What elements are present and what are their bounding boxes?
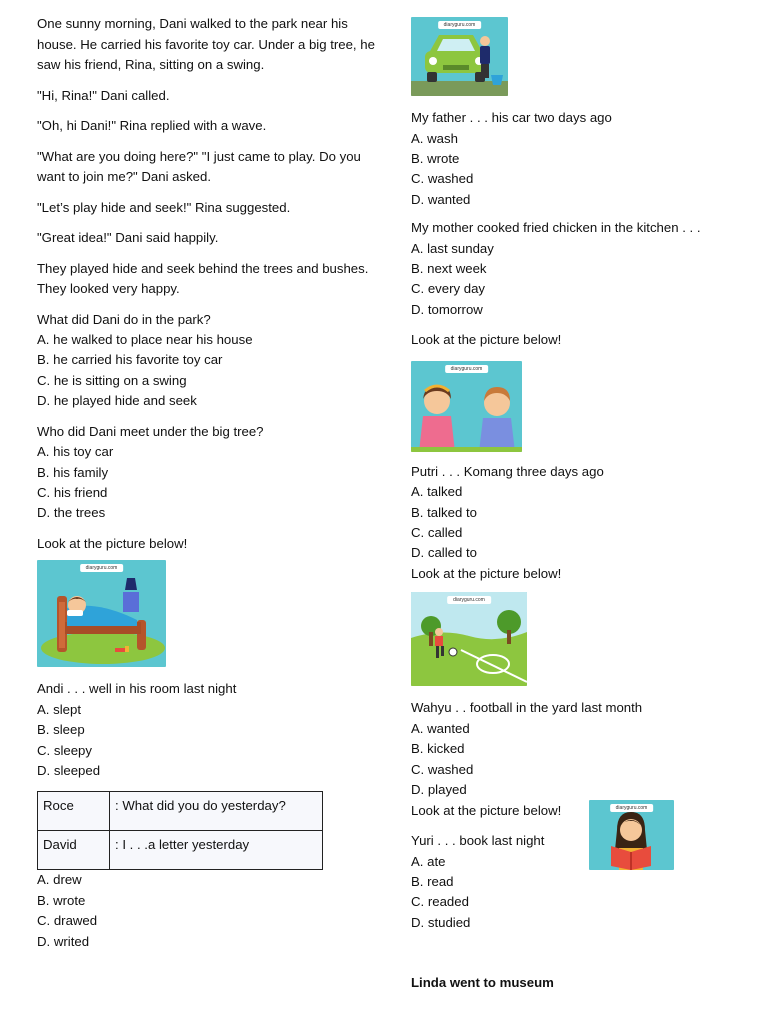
right-column [411, 17, 741, 994]
watermark: diaryguru.com [447, 596, 491, 604]
answer-option: D. he played hide and seek [37, 393, 197, 409]
watermark: diaryguru.com [445, 365, 489, 373]
story-paragraph: They played hide and seek behind the trees and bushes. They looked very happy. [37, 260, 369, 296]
answer-option: A. slept [37, 701, 81, 717]
watermark: diaryguru.com [80, 564, 124, 572]
football-field-picture [411, 592, 527, 686]
two-kids-illustration [411, 361, 522, 452]
look-prompt: Look at the picture below! [411, 332, 562, 348]
look-prompt: Look at the picture below! [411, 565, 562, 581]
sleeping-boy-picture [37, 560, 166, 667]
answer-option: A. drew [37, 872, 82, 888]
answer-option: C. he is sitting on a swing [37, 372, 187, 388]
answer-option: B. wrote [37, 892, 86, 908]
answer-option: C. washed [411, 171, 474, 187]
question-block [411, 108, 741, 210]
answer-option: D. called to [411, 545, 477, 561]
answer-option: D. tomorrow [411, 301, 483, 317]
answer-option: B. talked to [411, 504, 477, 520]
answer-option: B. next week [411, 261, 487, 277]
question-block [411, 462, 741, 564]
girl-reading-picture [589, 800, 674, 870]
question-block [37, 422, 382, 524]
watermark: diaryguru.com [438, 21, 482, 29]
story-paragraph: "Let’s play hide and seek!" Rina suggested. [37, 199, 291, 215]
left-column [37, 14, 382, 952]
car-washing-picture [411, 17, 508, 96]
section-title: Linda went to museum [411, 975, 554, 991]
story-paragraph: One sunny morning, Dani walked to the park near his house. He carried his favorite toy car. Under a big tree, he saw his friend, Rina, sitting on a swing. [37, 16, 375, 72]
answer-option: A. his toy car [37, 444, 114, 460]
answer-option: C. readed [411, 894, 469, 910]
table-row [38, 831, 323, 870]
answer-option: B. read [411, 873, 454, 889]
answer-option: A. he walked to place near his house [37, 332, 253, 347]
story-paragraph: "What are you doing here?" "I just came to play. Do you want to join me?" Dani asked. [37, 148, 361, 184]
answer-option: C. sleepy [37, 742, 92, 758]
answer-option: B. his family [37, 464, 109, 480]
question-text: Yuri . . . book last night [411, 833, 545, 848]
answer-option: A. wash [411, 130, 458, 146]
story-paragraph: "Hi, Rina!" Dani called. [37, 87, 170, 103]
answer-option: C. washed [411, 761, 474, 777]
question-text: My mother cooked fried chicken in the kitchen . . . [411, 220, 701, 236]
answer-option: B. kicked [411, 741, 465, 757]
answer-option: A. ate [411, 853, 446, 869]
question-block [411, 218, 741, 320]
answer-option: C. drawed [37, 913, 98, 929]
speaker-name: Roce [38, 792, 110, 831]
answer-option: C. his friend [37, 484, 108, 500]
answer-option: C. every day [411, 281, 486, 297]
question-text: Andi . . . well in his room last night [37, 681, 237, 697]
speaker-name: David [38, 831, 110, 870]
question-block [411, 698, 741, 800]
story-paragraph: "Great idea!" Dani said happily. [37, 230, 219, 245]
answer-option: B. wrote [411, 150, 460, 166]
question-text: What did Dani do in the park? [37, 311, 211, 327]
answer-option: A. wanted [411, 720, 470, 736]
two-kids-picture [411, 361, 522, 452]
question-text: Putri . . . Komang three days ago [411, 463, 604, 479]
speaker-line: : I . . .a letter yesterday [110, 831, 323, 870]
question-block [37, 870, 382, 952]
question-text: Wahyu . . football in the yard last month [411, 700, 643, 716]
look-prompt: Look at the picture below! [37, 535, 188, 551]
answer-option: C. called [411, 525, 463, 541]
answer-option: A. last sunday [411, 240, 494, 256]
look-prompt: Look at the picture below! [411, 802, 562, 818]
football-field-illustration [411, 592, 527, 686]
question-text: My father . . . his car two days ago [411, 110, 612, 125]
table-row [38, 792, 323, 831]
answer-option: D. writed [37, 933, 90, 949]
answer-option: D. the trees [37, 505, 106, 521]
answer-option: A. talked [411, 484, 463, 500]
story-paragraph: "Oh, hi Dani!" Rina replied with a wave. [37, 118, 267, 133]
answer-option: B. he carried his favorite toy car [37, 352, 223, 368]
watermark: diaryguru.com [610, 804, 654, 812]
question-text: Who did Dani meet under the big tree? [37, 423, 264, 439]
answer-option: D. wanted [411, 191, 471, 207]
sleeping-boy-illustration [37, 560, 166, 667]
answer-option: D. played [411, 782, 467, 798]
answer-option: B. sleep [37, 722, 85, 738]
question-block [37, 310, 382, 412]
dialog-table [37, 791, 323, 870]
answer-option: D. sleeped [37, 762, 101, 778]
answer-option: D. studied [411, 914, 471, 930]
speaker-line: : What did you do yesterday? [110, 792, 323, 831]
question-block [37, 679, 382, 781]
